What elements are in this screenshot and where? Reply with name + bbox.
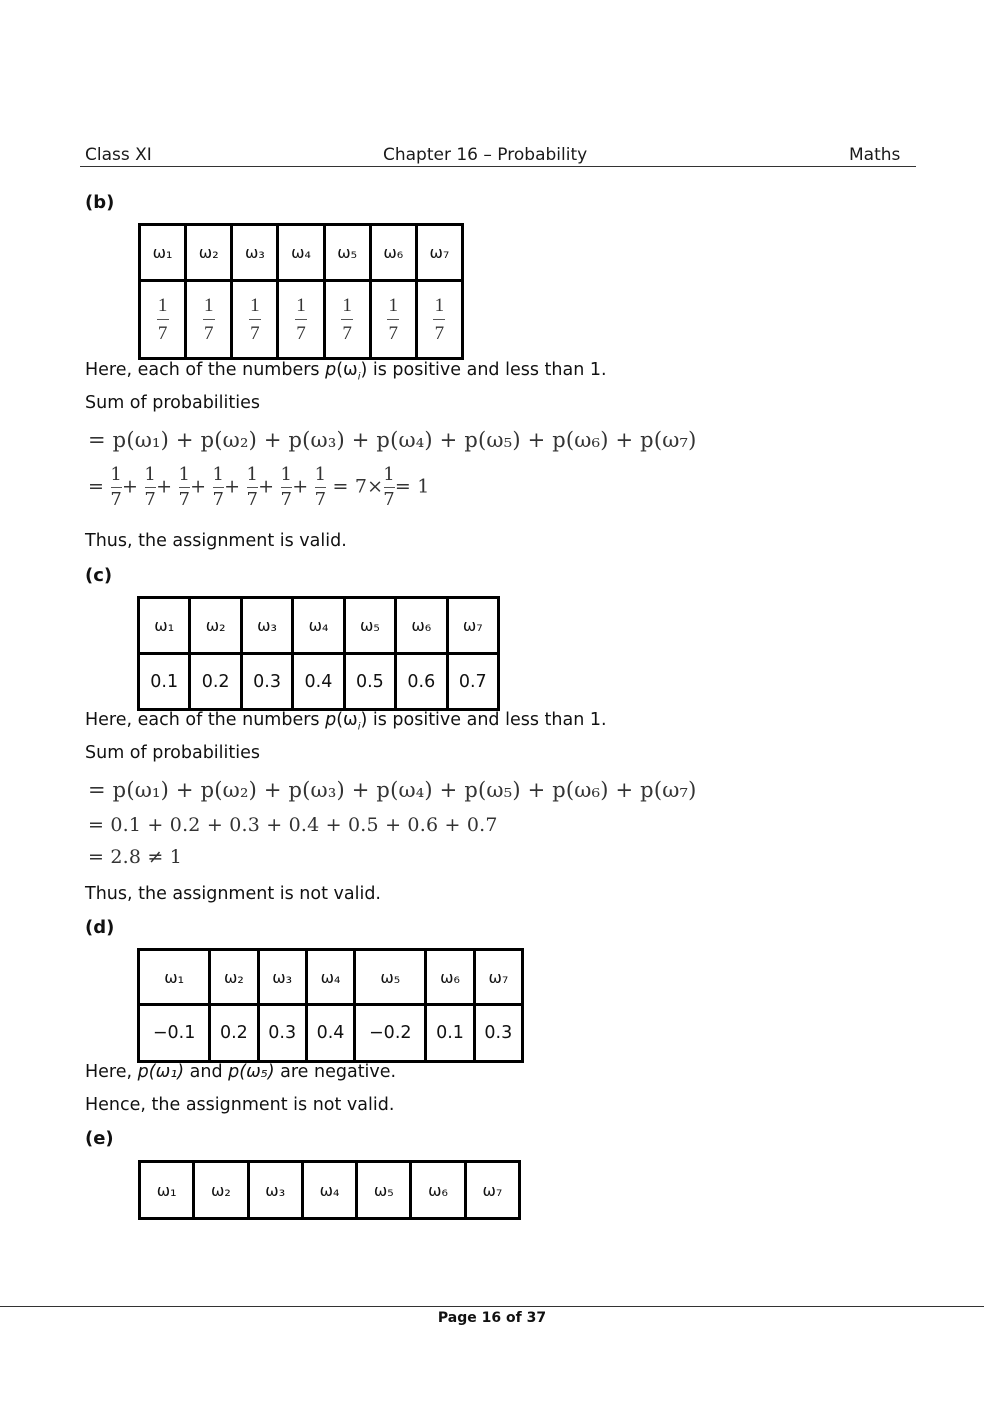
math-line-1-b: = p(ω₁) + p(ω₂) + p(ω₃) + p(ω₄) + p(ω₅) + p(ω₆) + p(ω₇) xyxy=(88,428,697,452)
math-line-2-b: = $\frac{1}{7}$ + $\frac{1}{7}$ + $\frac{1}{7}$ + $\frac{1}{7}$ + $\frac{1}{7}$ + $\frac{1}{7}$ + $\frac{1}{7}$ = 7× $\frac{1}{7}$ = 1 xyxy=(88,464,430,510)
header-class: Class XI xyxy=(85,145,152,165)
value-cell: 0.2 xyxy=(210,1005,258,1062)
value-cell: 0.1 xyxy=(426,1005,474,1062)
omega-cell: ω₁ xyxy=(140,225,186,281)
fraction: $\frac{1}{7}$ xyxy=(296,295,306,344)
omega-cell: ω₁ xyxy=(139,598,190,654)
omega-cell: ω₅ xyxy=(344,598,395,654)
omega-cell: ω₅ xyxy=(324,225,370,281)
header-subject: Maths xyxy=(849,145,901,165)
section-label-d: (d) xyxy=(85,917,115,938)
value-cell xyxy=(186,281,232,359)
omega-cell: ω₇ xyxy=(465,1162,519,1219)
value-cell xyxy=(278,281,324,359)
value-cell: 0.4 xyxy=(306,1005,354,1062)
value-cell xyxy=(370,281,416,359)
omega-cell: ω₄ xyxy=(302,1162,356,1219)
value-cell xyxy=(324,281,370,359)
table-header-row xyxy=(140,1162,520,1219)
omega-cell: ω₃ xyxy=(241,598,292,654)
omega-cell: ω₇ xyxy=(416,225,462,281)
header-chapter: Chapter 16 – Probability xyxy=(383,145,588,165)
value-cell: 0.5 xyxy=(344,654,395,710)
value-cell: 0.4 xyxy=(293,654,344,710)
omega-cell: ω₄ xyxy=(278,225,324,281)
omega-cell: ω₆ xyxy=(426,950,474,1005)
math-line-1-c: = p(ω₁) + p(ω₂) + p(ω₃) + p(ω₄) + p(ω₅) + p(ω₆) + p(ω₇) xyxy=(88,778,697,802)
fraction: $\frac{1}{7}$ xyxy=(388,295,399,344)
value-cell xyxy=(140,281,186,359)
value-cell: 0.3 xyxy=(474,1005,522,1062)
value-cell: −0.1 xyxy=(139,1005,210,1062)
section-label-c: (c) xyxy=(85,565,113,586)
omega-cell: ω₄ xyxy=(306,950,354,1005)
omega-cell: ω₃ xyxy=(232,225,278,281)
value-cell: 0.7 xyxy=(447,654,498,710)
value-cell xyxy=(232,281,278,359)
omega-cell: ω₆ xyxy=(396,598,447,654)
probability-table-b xyxy=(138,223,464,360)
probability-table-c xyxy=(137,596,500,711)
value-cell: 0.2 xyxy=(190,654,241,710)
omega-cell: ω₅ xyxy=(355,950,426,1005)
value-cell xyxy=(416,281,462,359)
conclusion-d: Hence, the assignment is not valid. xyxy=(85,1095,395,1115)
probability-table-d xyxy=(137,948,524,1063)
fraction: $\frac{1}{7}$ xyxy=(434,295,445,344)
value-cell: 0.3 xyxy=(258,1005,306,1062)
omega-cell: ω₂ xyxy=(186,225,232,281)
value-cell: 0.1 xyxy=(139,654,190,710)
header-divider xyxy=(80,166,916,167)
fraction: $\frac{1}{7}$ xyxy=(203,295,214,344)
omega-cell: ω₂ xyxy=(194,1162,248,1219)
page-number: Page 16 of 37 xyxy=(437,1310,547,1326)
table-header-row xyxy=(139,598,499,654)
section-label-b: (b) xyxy=(85,192,115,213)
omega-cell: ω₇ xyxy=(447,598,498,654)
omega-cell: ω₃ xyxy=(248,1162,302,1219)
math-line-2-c: = 0.1 + 0.2 + 0.3 + 0.4 + 0.5 + 0.6 + 0.7 xyxy=(88,814,498,836)
section-label-e: (e) xyxy=(85,1128,114,1149)
table-header-row xyxy=(139,950,523,1005)
footer-divider xyxy=(0,1306,984,1307)
table-value-row xyxy=(139,1005,523,1062)
omega-cell: ω₇ xyxy=(474,950,522,1005)
sum-heading-c: Sum of probabilities xyxy=(85,743,260,763)
probability-table-e xyxy=(138,1160,521,1220)
value-cell: −0.2 xyxy=(355,1005,426,1062)
omega-cell: ω₁ xyxy=(140,1162,194,1219)
omega-cell: ω₁ xyxy=(139,950,210,1005)
sum-heading-b: Sum of probabilities xyxy=(85,393,260,413)
conclusion-c: Thus, the assignment is not valid. xyxy=(85,884,381,904)
statement-c: Here, each of the numbers $p(\omega_i)$ is positive and less than 1. xyxy=(85,710,607,733)
table-value-row xyxy=(140,281,463,359)
math-line-3-c: = 2.8 ≠ 1 xyxy=(88,846,183,868)
value-cell: 0.6 xyxy=(396,654,447,710)
omega-cell: ω₂ xyxy=(190,598,241,654)
fraction: $\frac{1}{7}$ xyxy=(342,295,352,344)
omega-cell: ω₅ xyxy=(357,1162,411,1219)
omega-cell: ω₄ xyxy=(293,598,344,654)
statement-b: Here, each of the numbers $p(\omega_i)$ is positive and less than 1. xyxy=(85,360,607,383)
omega-cell: ω₂ xyxy=(210,950,258,1005)
fraction: $\frac{1}{7}$ xyxy=(157,295,168,344)
omega-cell: ω₆ xyxy=(370,225,416,281)
table-value-row xyxy=(139,654,499,710)
fraction: $\frac{1}{7}$ xyxy=(250,295,260,344)
omega-cell: ω₆ xyxy=(411,1162,465,1219)
conclusion-b: Thus, the assignment is valid. xyxy=(85,531,347,551)
table-header-row xyxy=(140,225,463,281)
omega-cell: ω₃ xyxy=(258,950,306,1005)
statement-d: Here, p(ω₁) and p(ω₅) are negative. xyxy=(85,1062,397,1082)
value-cell: 0.3 xyxy=(241,654,292,710)
